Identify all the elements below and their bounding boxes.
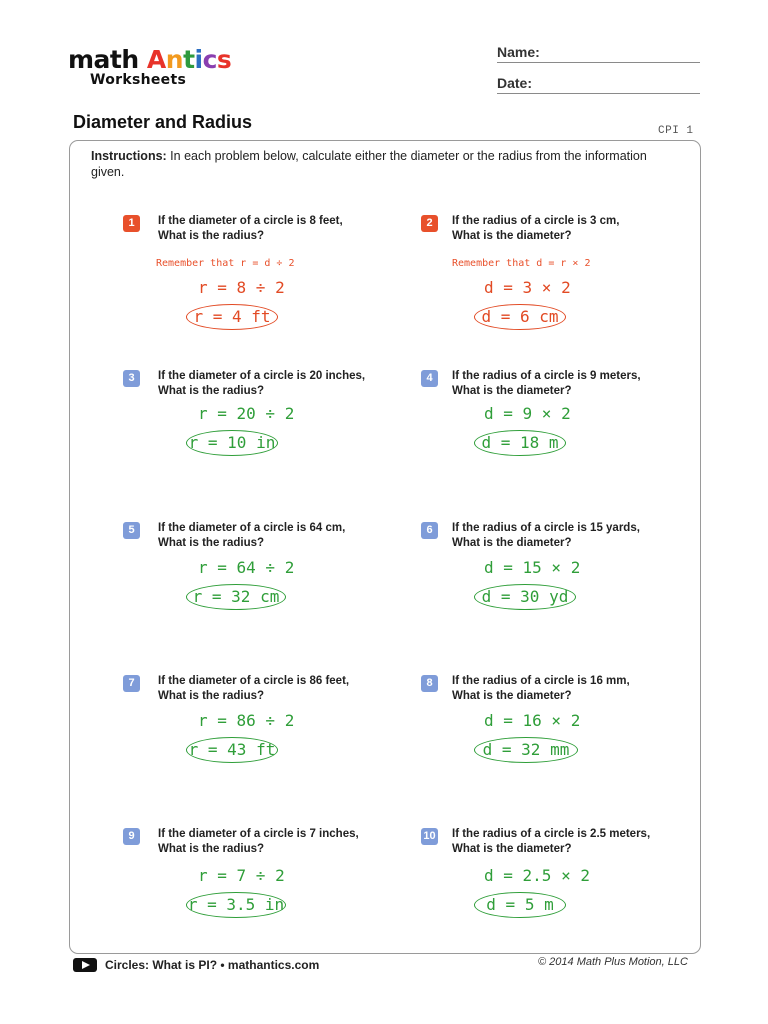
work-step: r = 7 ÷ 2 <box>198 866 285 885</box>
problem-question <box>452 214 717 244</box>
instructions-text: In each problem below, calculate either the diameter or the radius from the information given. <box>91 149 647 179</box>
work-step: d = 3 × 2 <box>484 278 571 297</box>
problem-question <box>158 369 423 399</box>
problem-6 <box>421 522 721 662</box>
question-line-2: What is the diameter? <box>452 537 572 549</box>
problem-number-badge: 7 <box>123 675 140 692</box>
question-line-2: What is the radius? <box>158 690 265 702</box>
logo-letter: c <box>202 45 217 74</box>
formula-hint: Remember that r = d ÷ 2 <box>156 258 295 269</box>
problem-8 <box>421 675 721 815</box>
question-line-1: If the radius of a circle is 16 mm, <box>452 675 630 687</box>
problem-number-badge: 3 <box>123 370 140 387</box>
question-line-2: What is the diameter? <box>452 843 572 855</box>
logo-worksheets-text: Worksheets <box>90 72 187 88</box>
logo-letter: i <box>194 45 203 74</box>
answer-circle: d = 6 cm <box>474 304 566 330</box>
answer-circle: r = 3.5 in <box>186 892 286 918</box>
name-label: Name: <box>497 44 540 60</box>
question-line-2: What is the radius? <box>158 230 265 242</box>
work-step: r = 64 ÷ 2 <box>198 558 295 577</box>
logo-antics-text <box>147 45 231 74</box>
answer-circle: d = 30 yd <box>474 584 576 610</box>
answer-circle: r = 43 ft <box>186 737 278 763</box>
question-line-1: If the radius of a circle is 15 yards, <box>452 522 640 534</box>
problem-question <box>452 521 717 551</box>
work-step: d = 16 × 2 <box>484 711 581 730</box>
problem-number-badge: 4 <box>421 370 438 387</box>
problem-question <box>452 827 717 857</box>
logo-letter: t <box>183 45 195 74</box>
problem-number-badge: 8 <box>421 675 438 692</box>
problem-question <box>158 827 423 857</box>
question-line-2: What is the diameter? <box>452 690 572 702</box>
question-line-1: If the radius of a circle is 9 meters, <box>452 370 641 382</box>
video-link[interactable] <box>73 958 319 972</box>
question-line-1: If the diameter of a circle is 7 inches, <box>158 828 359 840</box>
date-label: Date: <box>497 75 533 91</box>
answer-circle: d = 18 m <box>474 430 566 456</box>
problem-number-badge: 1 <box>123 215 140 232</box>
logo-letter: A <box>146 45 166 74</box>
logo-math-text: math <box>68 45 139 74</box>
question-line-1: If the diameter of a circle is 20 inches, <box>158 370 366 382</box>
question-line-2: What is the diameter? <box>452 385 572 397</box>
question-line-2: What is the radius? <box>158 843 265 855</box>
work-step: d = 15 × 2 <box>484 558 581 577</box>
date-field[interactable] <box>497 75 700 94</box>
question-line-1: If the radius of a circle is 2.5 meters, <box>452 828 651 840</box>
problem-question <box>452 674 717 704</box>
problem-1 <box>123 215 423 355</box>
problem-10 <box>421 828 721 968</box>
problem-question <box>158 214 423 244</box>
work-step: d = 9 × 2 <box>484 404 571 423</box>
question-line-1: If the diameter of a circle is 8 feet, <box>158 215 343 227</box>
question-line-1: If the diameter of a circle is 64 cm, <box>158 522 346 534</box>
instructions-label: Instructions: <box>91 149 167 163</box>
problem-9 <box>123 828 423 968</box>
logo-letter: s <box>216 45 232 74</box>
answer-circle: r = 10 in <box>186 430 278 456</box>
problem-question <box>158 674 423 704</box>
problem-question <box>452 369 717 399</box>
problem-number-badge: 6 <box>421 522 438 539</box>
problem-question <box>158 521 423 551</box>
question-line-2: What is the radius? <box>158 385 265 397</box>
question-line-2: What is the radius? <box>158 537 265 549</box>
problem-number-badge: 10 <box>421 828 438 845</box>
question-line-1: If the radius of a circle is 3 cm, <box>452 215 620 227</box>
problem-number-badge: 5 <box>123 522 140 539</box>
copyright: © 2014 Math Plus Motion, LLC <box>538 956 688 968</box>
problem-2 <box>421 215 721 355</box>
problem-3 <box>123 370 423 510</box>
problem-4 <box>421 370 721 510</box>
instructions <box>91 148 651 180</box>
play-icon <box>73 958 97 972</box>
logo-letter: n <box>165 45 184 74</box>
work-step: r = 86 ÷ 2 <box>198 711 295 730</box>
page-title: Diameter and Radius <box>73 112 253 132</box>
question-line-2: What is the diameter? <box>452 230 572 242</box>
name-field[interactable] <box>497 44 700 63</box>
problem-number-badge: 9 <box>123 828 140 845</box>
question-line-1: If the diameter of a circle is 86 feet, <box>158 675 350 687</box>
formula-hint: Remember that d = r × 2 <box>452 258 591 269</box>
work-step: d = 2.5 × 2 <box>484 866 590 885</box>
math-antics-logo <box>68 46 231 88</box>
work-step: r = 20 ÷ 2 <box>198 404 295 423</box>
work-step: r = 8 ÷ 2 <box>198 278 285 297</box>
answer-circle: d = 32 mm <box>474 737 578 763</box>
worksheet-code: CPI 1 <box>658 125 694 137</box>
answer-circle: r = 32 cm <box>186 584 286 610</box>
answer-circle: d = 5 m <box>474 892 566 918</box>
answer-circle: r = 4 ft <box>186 304 278 330</box>
video-link-text: Circles: What is PI? • mathantics.com <box>105 958 320 972</box>
problem-5 <box>123 522 423 662</box>
problem-number-badge: 2 <box>421 215 438 232</box>
problem-7 <box>123 675 423 815</box>
